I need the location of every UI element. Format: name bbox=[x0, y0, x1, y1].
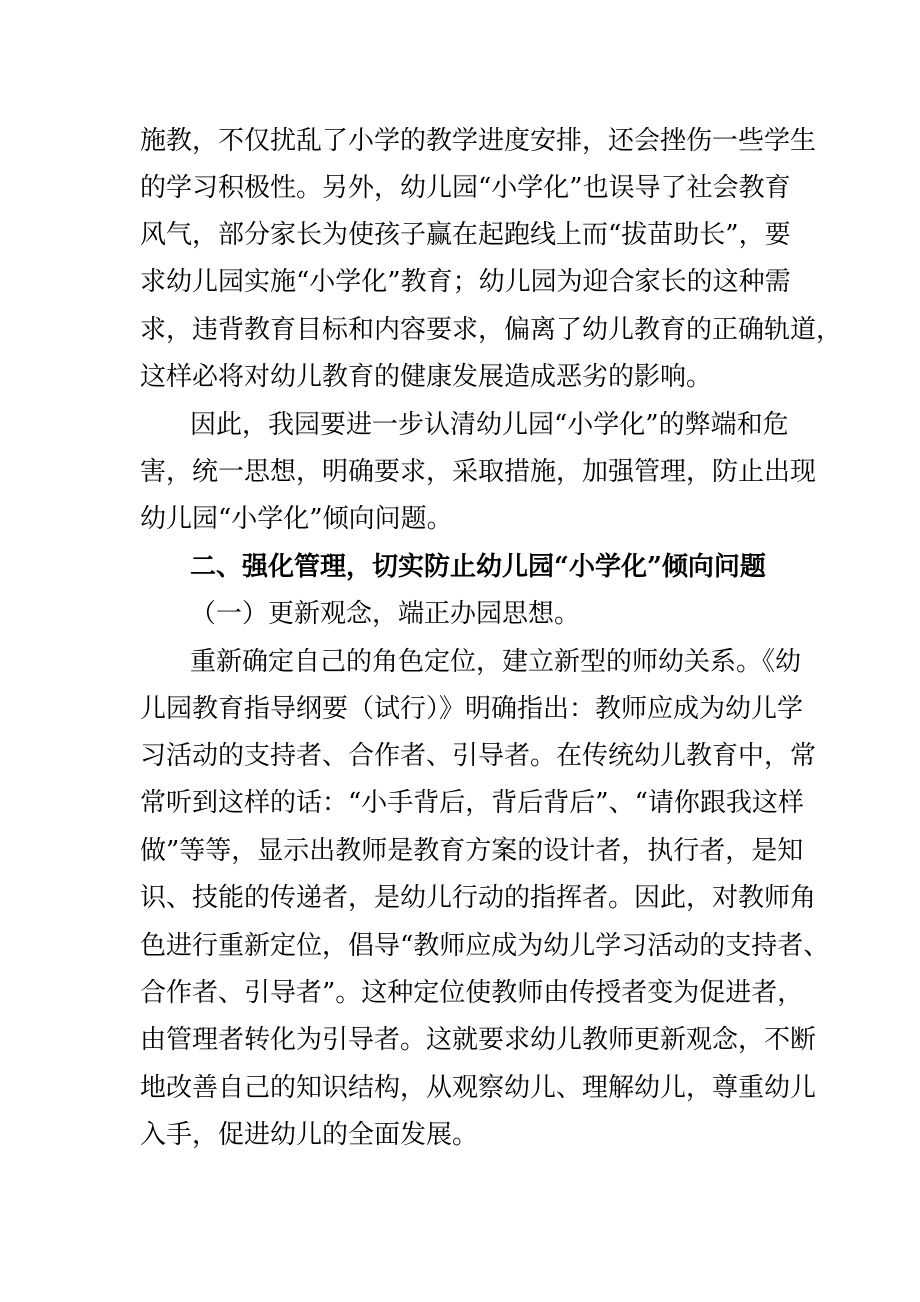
paragraph-line: 幼儿园“小学化”倾向问题。 bbox=[140, 504, 453, 534]
paragraph-line: 求，违背教育目标和内容要求，偏离了幼儿教育的正确轨道， bbox=[140, 315, 843, 345]
paragraph-line: 儿园教育指导纲要（试行）》明确指出：教师应成为幼儿学 bbox=[140, 694, 804, 724]
paragraph-line: 重新确定自己的角色定位，建立新型的师幼关系。《幼 bbox=[190, 647, 802, 677]
paragraph-line: 因此，我园要进一步认清幼儿园“小学化”的弊端和危 bbox=[190, 410, 789, 440]
paragraph-line: 常听到这样的话：“小手背后，背后背后”、“请你跟我这样 bbox=[140, 788, 804, 818]
paragraph-line: 入手，促进幼儿的全面发展。 bbox=[140, 1120, 479, 1150]
paragraph-line: 求幼儿园实施“小学化”教育；幼儿园为迎合家长的这种需 bbox=[140, 267, 791, 297]
paragraph-line: 害，统一思想，明确要求，采取措施，加强管理，防止出现 bbox=[140, 457, 817, 487]
paragraph-line: 识、技能的传递者，是幼儿行动的指挥者。因此，对教师角 bbox=[140, 883, 817, 913]
paragraph-line: 这样必将对幼儿教育的健康发展造成恶劣的影响。 bbox=[140, 362, 713, 392]
subsection-heading: （一）更新观念，端正办园思想。 bbox=[190, 599, 581, 629]
paragraph-line: 色进行重新定位，倡导“教师应成为幼儿学习活动的支持者、 bbox=[140, 931, 830, 961]
paragraph-line: 的学习积极性。另外，幼儿园“小学化”也误导了社会教育 bbox=[140, 173, 791, 203]
paragraph-line: 做”等等，显示出教师是教育方案的设计者，执行者，是知 bbox=[140, 836, 804, 866]
paragraph-line: 合作者、引导者”。这种定位使教师由传授者变为促进者， bbox=[140, 978, 804, 1008]
paragraph-line: 习活动的支持者、合作者、引导者。在传统幼儿教育中，常 bbox=[140, 741, 817, 771]
paragraph-line: 由管理者转化为引导者。这就要求幼儿教师更新观念，不断 bbox=[140, 1025, 817, 1055]
section-heading: 二、强化管理，切实防止幼儿园“小学化”倾向问题 bbox=[190, 552, 766, 582]
paragraph-line: 风气，部分家长为使孩子赢在起跑线上而“拔苗助长”，要 bbox=[140, 220, 791, 250]
paragraph-line: 施教，不仅扰乱了小学的教学进度安排，还会挫伤一些学生 bbox=[140, 126, 817, 156]
paragraph-line: 地改善自己的知识结构，从观察幼儿、理解幼儿，尊重幼儿 bbox=[140, 1073, 817, 1103]
